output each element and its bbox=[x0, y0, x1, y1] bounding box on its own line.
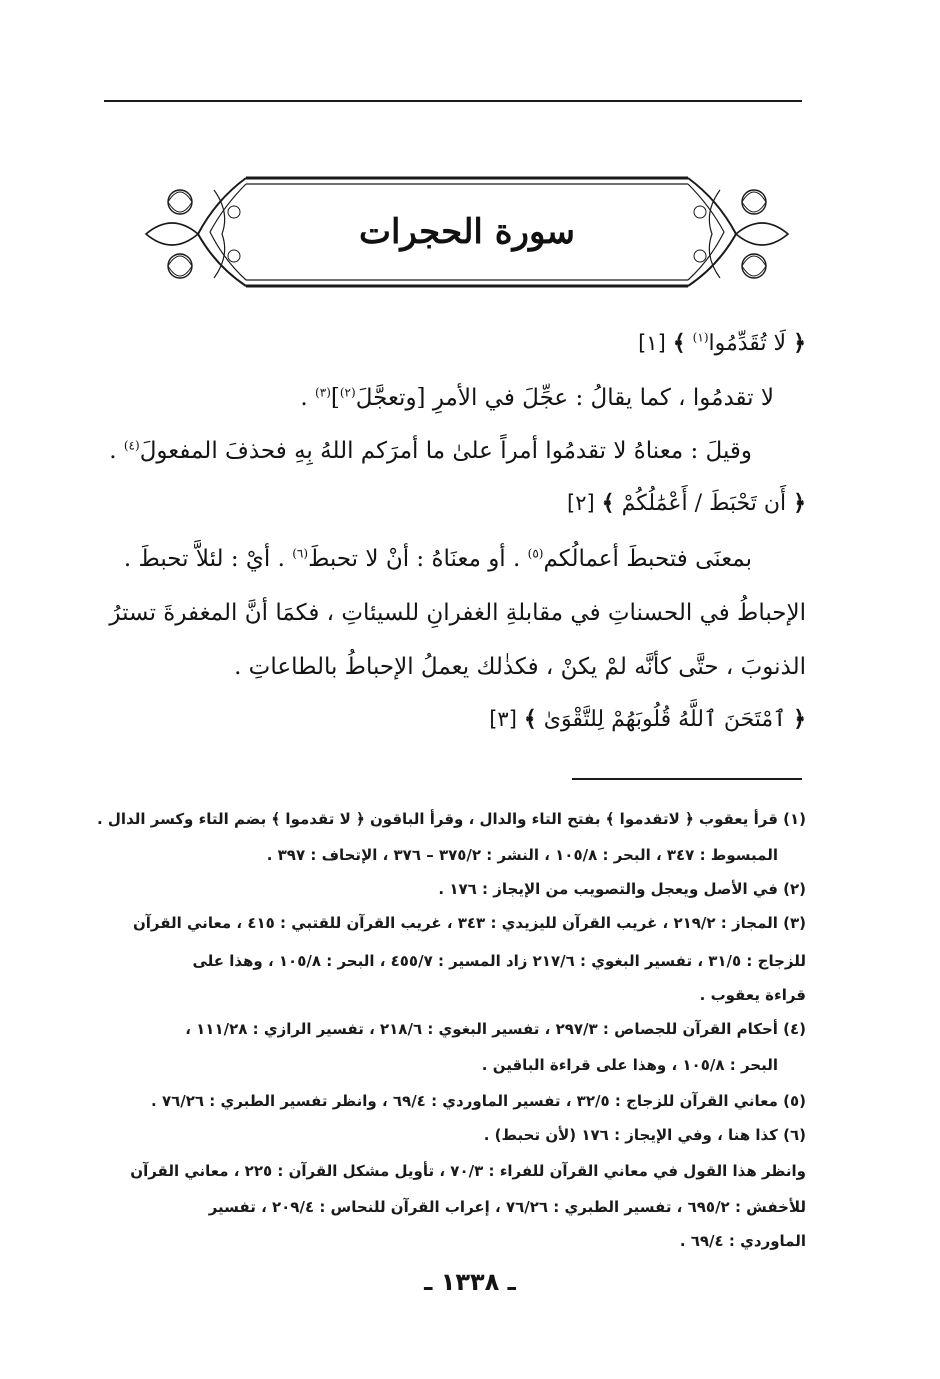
footnote-line: قراءة يعقوب . bbox=[699, 986, 806, 1004]
page-number: ـ ١٣٣٨ ـ bbox=[424, 1268, 516, 1296]
footnote-line: البحر : ١٠٥/٨ ، وهذا على قراءة الباقين . bbox=[481, 1056, 778, 1074]
body-line-4: الإحباطُ في الحسناتِ في مقابلةِ الغفرانِ للسيئاتِ ، فكمَا أنَّ المغفرةَ تسترُ bbox=[109, 600, 806, 626]
footnote-marker: (٤) bbox=[123, 438, 140, 453]
body-line-3 bbox=[124, 546, 752, 572]
footnote-line: (٢) في الأصل ويعجل والتصويب من الإيجاز : ١٧٦ . bbox=[438, 880, 806, 898]
body-text: . أيْ : لئلاَّ تحبطَ . bbox=[123, 546, 293, 572]
body-text: بمعنَى فتحبطَ أعمالُكم bbox=[543, 546, 752, 572]
body-line-5: الذنوبَ ، حتَّى كأنَّه لمْ يكنْ ، فكذٰلك يعملُ الإحباطُ بالطاعاتِ . bbox=[234, 654, 806, 680]
verse-close-bracket: ﴾ bbox=[672, 330, 686, 356]
footnote-marker: (٢) bbox=[339, 385, 356, 400]
footnote-line: (٤) أحكام القرآن للجصاص : ٢٩٧/٣ ، تفسير البغوي : ٢١٨/٦ ، تفسير الرازي : ١١١/٢٨ ، bbox=[185, 1020, 806, 1038]
verse-number: [٢] bbox=[566, 491, 595, 515]
body-text: . bbox=[109, 438, 124, 464]
footnote-marker: (١) bbox=[692, 330, 709, 345]
verse-open-bracket: ﴿ bbox=[793, 330, 806, 356]
footnote-line: المبسوط : ٣٤٧ ، البحر : ١٠٥/٨ ، النشر : ٣٧٥/٢ – ٣٧٦ ، الإتحاف : ٣٩٧ . bbox=[266, 846, 778, 864]
body-text: وقيلَ : معناهُ لا تقدمُوا أمراً علىٰ ما أمرَكم اللهُ بِهِ فحذفَ المفعولَ bbox=[139, 438, 752, 464]
verse-open-bracket: ﴿ bbox=[793, 706, 806, 732]
verse-text: أَن تَحْبَطَ / أَعْمَٰلُكُمْ bbox=[621, 491, 787, 516]
verse-number: [٣] bbox=[489, 707, 517, 731]
verse-heading-3 bbox=[489, 706, 806, 732]
verse-close-bracket: ﴾ bbox=[601, 490, 615, 516]
body-line-1 bbox=[300, 385, 774, 411]
surah-title: سورة الحجرات bbox=[358, 212, 576, 252]
verse-open-bracket: ﴿ bbox=[793, 490, 806, 516]
footnote-marker: (٣) bbox=[315, 385, 331, 400]
verse-heading-1 bbox=[638, 330, 806, 356]
footnote-separator bbox=[572, 778, 802, 780]
body-text: لا تقدمُوا ، كما يقالُ : عجِّلَ في الأمرِ [وتعجَّلَ bbox=[355, 385, 774, 411]
footnote-line: (٦) كذا هنا ، وفي الإيجاز : ١٧٦ (لأن تحبط) . bbox=[483, 1126, 806, 1144]
footnote-line: وانظر هذا القول في معاني القرآن للفراء : ٧٠/٣ ، تأويل مشكل القرآن : ٢٢٥ ، معاني القرآن bbox=[130, 1162, 806, 1180]
footnote-line: للأخفش : ٦٩٥/٢ ، تفسير الطبري : ٧٦/٢٦ ، إعراب القرآن للنحاس : ٢٠٩/٤ ، تفسير bbox=[208, 1198, 806, 1216]
verse-text: لَا تُقَدِّمُوا bbox=[708, 331, 787, 356]
verse-number: [١] bbox=[638, 331, 666, 355]
body-text: . أو معنَاهُ : أنْ لا تحبطَ bbox=[308, 546, 528, 572]
footnote-line: (٣) المجاز : ٢١٩/٢ ، غريب القرآن لليزيدي : ٣٤٣ ، غريب القرآن للقتبي : ٤١٥ ، معاني القرآن bbox=[132, 914, 806, 932]
verse-close-bracket: ﴾ bbox=[523, 706, 537, 732]
top-rule bbox=[104, 100, 802, 102]
footnote-marker: (٦) bbox=[292, 546, 309, 561]
verse-text: ٱمْتَحَنَ ٱللَّهُ قُلُوبَهُمْ لِلتَّقْوَىٰ bbox=[543, 707, 787, 732]
footnote-line: الماوردي : ٦٩/٤ . bbox=[679, 1232, 806, 1250]
verse-heading-2 bbox=[567, 490, 806, 516]
footnote-line: للزجاج : ٣١/٥ ، تفسير البغوي : ٢١٧/٦ زاد المسير : ٤٥٥/٧ ، البحر : ١٠٥/٨ ، وهذا على bbox=[192, 952, 806, 970]
body-text: . bbox=[300, 385, 316, 411]
surah-title-frame bbox=[138, 172, 796, 302]
body-line-2 bbox=[109, 438, 752, 464]
footnote-marker: (٥) bbox=[527, 546, 544, 561]
footnote-line: (٥) معاني القرآن للزجاج : ٣٢/٥ ، تفسير الماوردي : ٦٩/٤ ، وانظر تفسير الطبري : ٧٦/٢٦ . bbox=[151, 1092, 806, 1110]
body-text: ] bbox=[330, 385, 340, 411]
footnote-line: (١) قرأ يعقوب ﴿ لاتقدموا ﴾ بفتح التاء والدال ، وقرأ الباقون ﴿ لا تقدموا ﴾ بضم التاء وكسر الدال . bbox=[97, 810, 806, 828]
